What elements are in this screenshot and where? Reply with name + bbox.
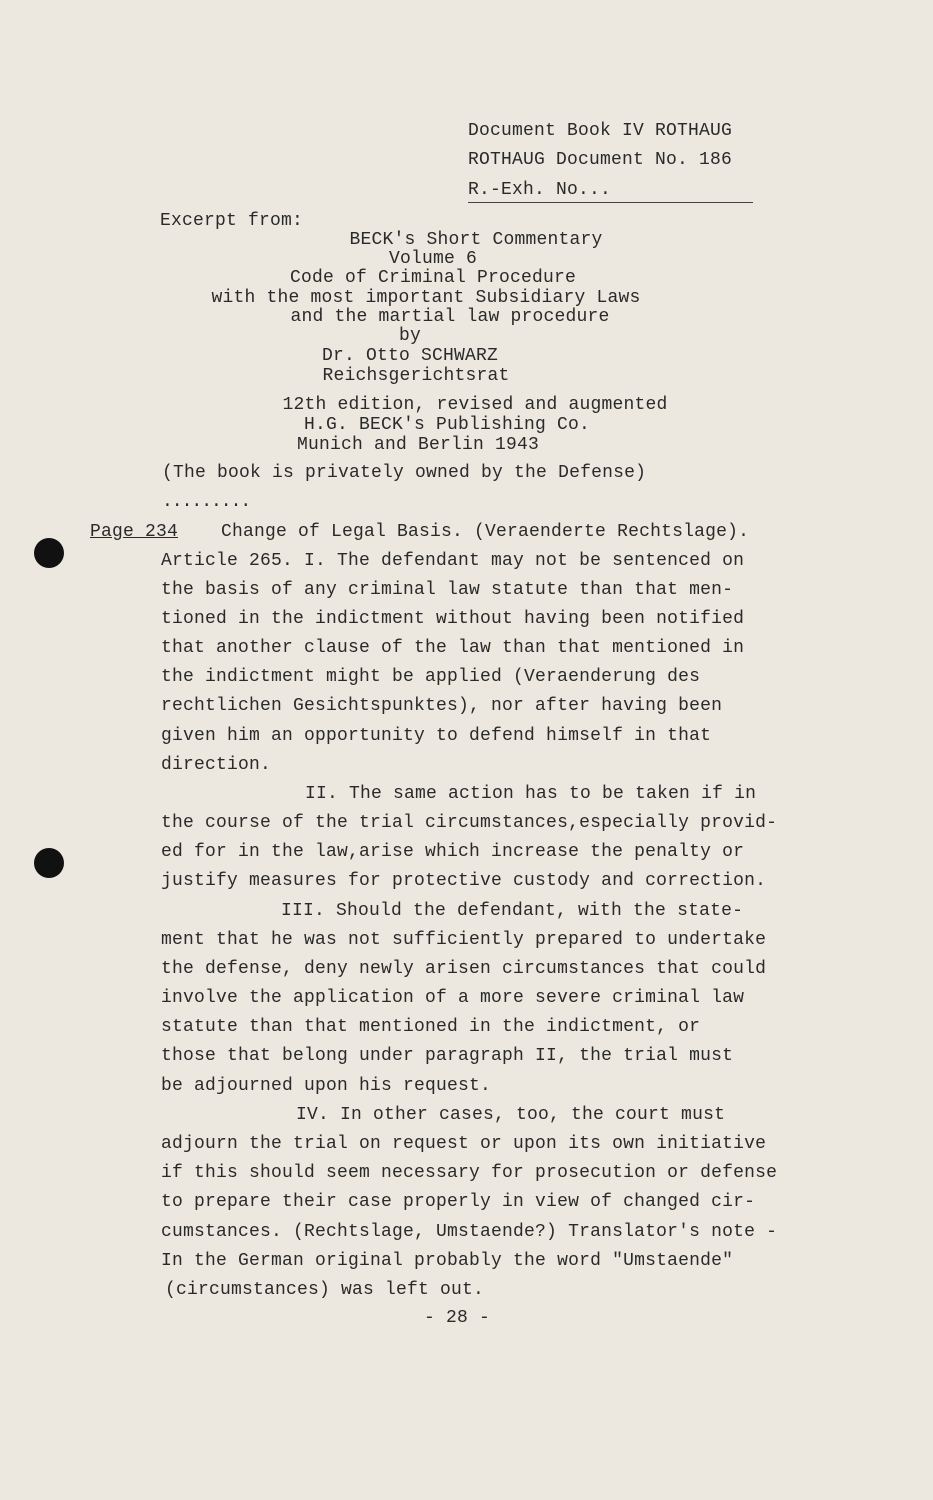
excerpt-line: BECK's Short Commentary bbox=[349, 230, 603, 250]
body-line: be adjourned upon his request. bbox=[161, 1076, 492, 1096]
document-number-label: ROTHAUG Document No. 186 bbox=[468, 150, 733, 170]
page-number: - 28 - bbox=[424, 1308, 491, 1328]
body-line: statute than that mentioned in the indictment, or bbox=[161, 1017, 701, 1037]
body-line: II. The same action has to be taken if in bbox=[305, 784, 757, 804]
place-year-line: Munich and Berlin 1943 bbox=[296, 435, 540, 455]
body-line: involve the application of a more severe criminal law bbox=[161, 988, 745, 1008]
exhibit-underline bbox=[468, 202, 753, 203]
body-line: (circumstances) was left out. bbox=[165, 1280, 485, 1300]
page-reference: Page 234 bbox=[90, 522, 179, 542]
body-line: justify measures for protective custody and correction. bbox=[161, 871, 767, 891]
exhibit-number-label: R.-Exh. No... bbox=[468, 180, 612, 200]
body-line: those that belong under paragraph II, the trial must bbox=[161, 1046, 734, 1066]
body-line: the indictment might be applied (Veraenderung des bbox=[161, 667, 701, 687]
body-line: direction. bbox=[161, 755, 272, 775]
body-line: III. Should the defendant, with the state- bbox=[281, 901, 744, 921]
excerpt-line: with the most important Subsidiary Laws bbox=[211, 288, 641, 308]
body-line: the basis of any criminal law statute than that men- bbox=[161, 580, 734, 600]
excerpt-line: by bbox=[398, 326, 421, 346]
body-line: that another clause of the law than that mentioned in bbox=[161, 638, 745, 658]
edition-line: 12th edition, revised and augmented bbox=[282, 395, 668, 415]
excerpt-line: Volume 6 bbox=[388, 249, 477, 269]
body-line: ment that he was not sufficiently prepared to undertake bbox=[161, 930, 767, 950]
punch-hole-top bbox=[34, 538, 64, 568]
body-line: to prepare their case properly in view of changed cir- bbox=[161, 1192, 756, 1212]
body-line: adjourn the trial on request or upon its own initiative bbox=[161, 1134, 767, 1154]
excerpt-line: Code of Criminal Procedure bbox=[289, 268, 577, 288]
body-line: the defense, deny newly arisen circumstances that could bbox=[161, 959, 767, 979]
body-line: tioned in the indictment without having been notified bbox=[161, 609, 745, 629]
body-line: given him an opportunity to defend himself in that bbox=[161, 726, 712, 746]
excerpt-intro: Excerpt from: bbox=[160, 211, 304, 231]
section-heading: Change of Legal Basis. (Veraenderte Rechtslage). bbox=[221, 522, 750, 542]
ellipsis-separator: ......... bbox=[162, 492, 251, 512]
body-line: cumstances. (Rechtslage, Umstaende?) Translator's note - bbox=[161, 1222, 778, 1242]
body-line: IV. In other cases, too, the court must bbox=[296, 1105, 726, 1125]
body-line: In the German original probably the word "Umstaende" bbox=[161, 1251, 734, 1271]
body-line: rechtlichen Gesichtspunktes), nor after having been bbox=[161, 696, 723, 716]
body-line: if this should seem necessary for prosecution or defense bbox=[161, 1163, 778, 1183]
punch-hole-bottom bbox=[34, 848, 64, 878]
body-line: Article 265. I. The defendant may not be sentenced on bbox=[161, 551, 745, 571]
excerpt-line: and the martial law procedure bbox=[290, 307, 610, 327]
publisher-line: H.G. BECK's Publishing Co. bbox=[303, 415, 591, 435]
body-line: the course of the trial circumstances,especially provid- bbox=[161, 813, 778, 833]
excerpt-author: Dr. Otto SCHWARZ bbox=[321, 346, 499, 366]
document-book-label: Document Book IV ROTHAUG bbox=[468, 121, 733, 141]
body-line: ed for in the law,arise which increase the penalty or bbox=[161, 842, 745, 862]
ownership-note: (The book is privately owned by the Defense) bbox=[162, 463, 647, 483]
excerpt-author-title: Reichsgerichtsrat bbox=[322, 366, 510, 386]
